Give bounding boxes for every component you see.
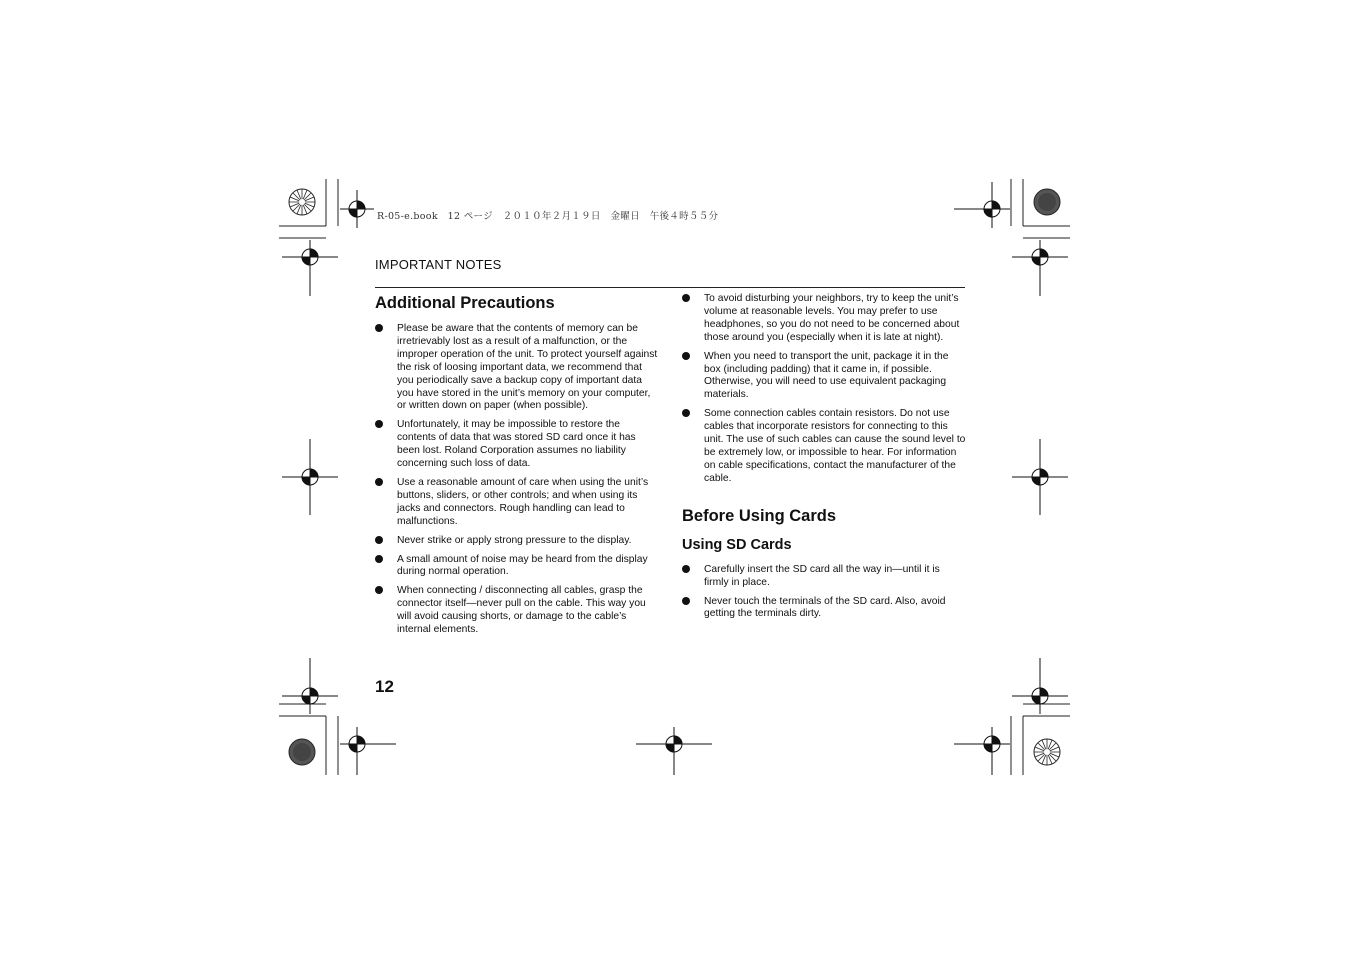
list-item: Use a reasonable amount of care when using the unit’s buttons, sliders, or other controls; and when using its jacks and connectors. Rough handling can lead to malfunctions. [375,477,659,529]
precautions-list [375,323,659,637]
list-item: Some connection cables contain resistors. Do not use cables that incorporate resistors for connecting to this unit. The use of such cables can cause the sound level to be extremely low, or impossible to hear. For information on cable specifications, contact the manufacturer of the cable. [682,408,966,485]
list-item: Please be aware that the contents of memory can be irretrievably lost as a result of a malfunction, or the improper operation of the unit. To protect yourself against the risk of loosing important data, we recommend that you periodically save a backup copy of important data you have stored in the unit’s memory on your computer, or written down on paper (when possible). [375,323,659,413]
registration-mark-icon [340,190,374,228]
subheading-using-sd-cards: Using SD Cards [682,536,792,553]
list-item: Never strike or apply strong pressure to the display. [375,535,659,548]
bullet-icon [682,409,690,417]
list-item: A small amount of noise may be heard from the display during normal operation. [375,554,659,580]
list-item: Carefully insert the SD card all the way in—until it is firmly in place. [682,564,966,590]
list-item: When connecting / disconnecting all cables, grasp the connector itself—never pull on the cable. This way you will avoid causing shorts, or damage to the cable’s internal elements. [375,585,659,637]
bullet-icon [682,294,690,302]
section-heading-additional-precautions: Additional Precautions [375,294,555,312]
section-heading-before-using-cards: Before Using Cards [682,506,837,525]
list-item: When you need to transport the unit, package it in the box (including padding) that it came in, if possible. Otherwise, you will need to use equivalent packaging materials. [682,351,966,403]
print-slug: R-05-e.book 12 ページ ２０１０年２月１９日 金曜日 午後４時５５分 [377,211,719,222]
bullet-icon [375,420,383,428]
bullet-icon [375,555,383,563]
list-item: To avoid disturbing your neighbors, try to keep the unit’s volume at reasonable levels. You may prefer to use headphones, so you do not need to be concerned about those around you (especially when it is late at night). [682,293,966,345]
header-rule [375,287,965,288]
left-column [375,293,659,643]
precautions-list-continued [682,293,966,486]
bullet-icon [375,586,383,594]
right-column [682,293,966,627]
sd-card-list [682,564,966,622]
bullet-icon [375,536,383,544]
dot-target-icon [1034,189,1060,215]
running-head: IMPORTANT NOTES [375,257,502,272]
starburst-target-icon [289,189,315,215]
bullet-icon [682,597,690,605]
list-item: Unfortunately, it may be impossible to restore the contents of data that was stored SD card once it has been lost. Roland Corporation assumes no liability concerning such loss of data. [375,419,659,471]
bullet-icon [375,324,383,332]
page-number: 12 [375,677,394,696]
bullet-icon [375,478,383,486]
bullet-icon [682,565,690,573]
list-item: Never touch the terminals of the SD card. Also, avoid getting the terminals dirty. [682,596,966,622]
bullet-icon [682,352,690,360]
